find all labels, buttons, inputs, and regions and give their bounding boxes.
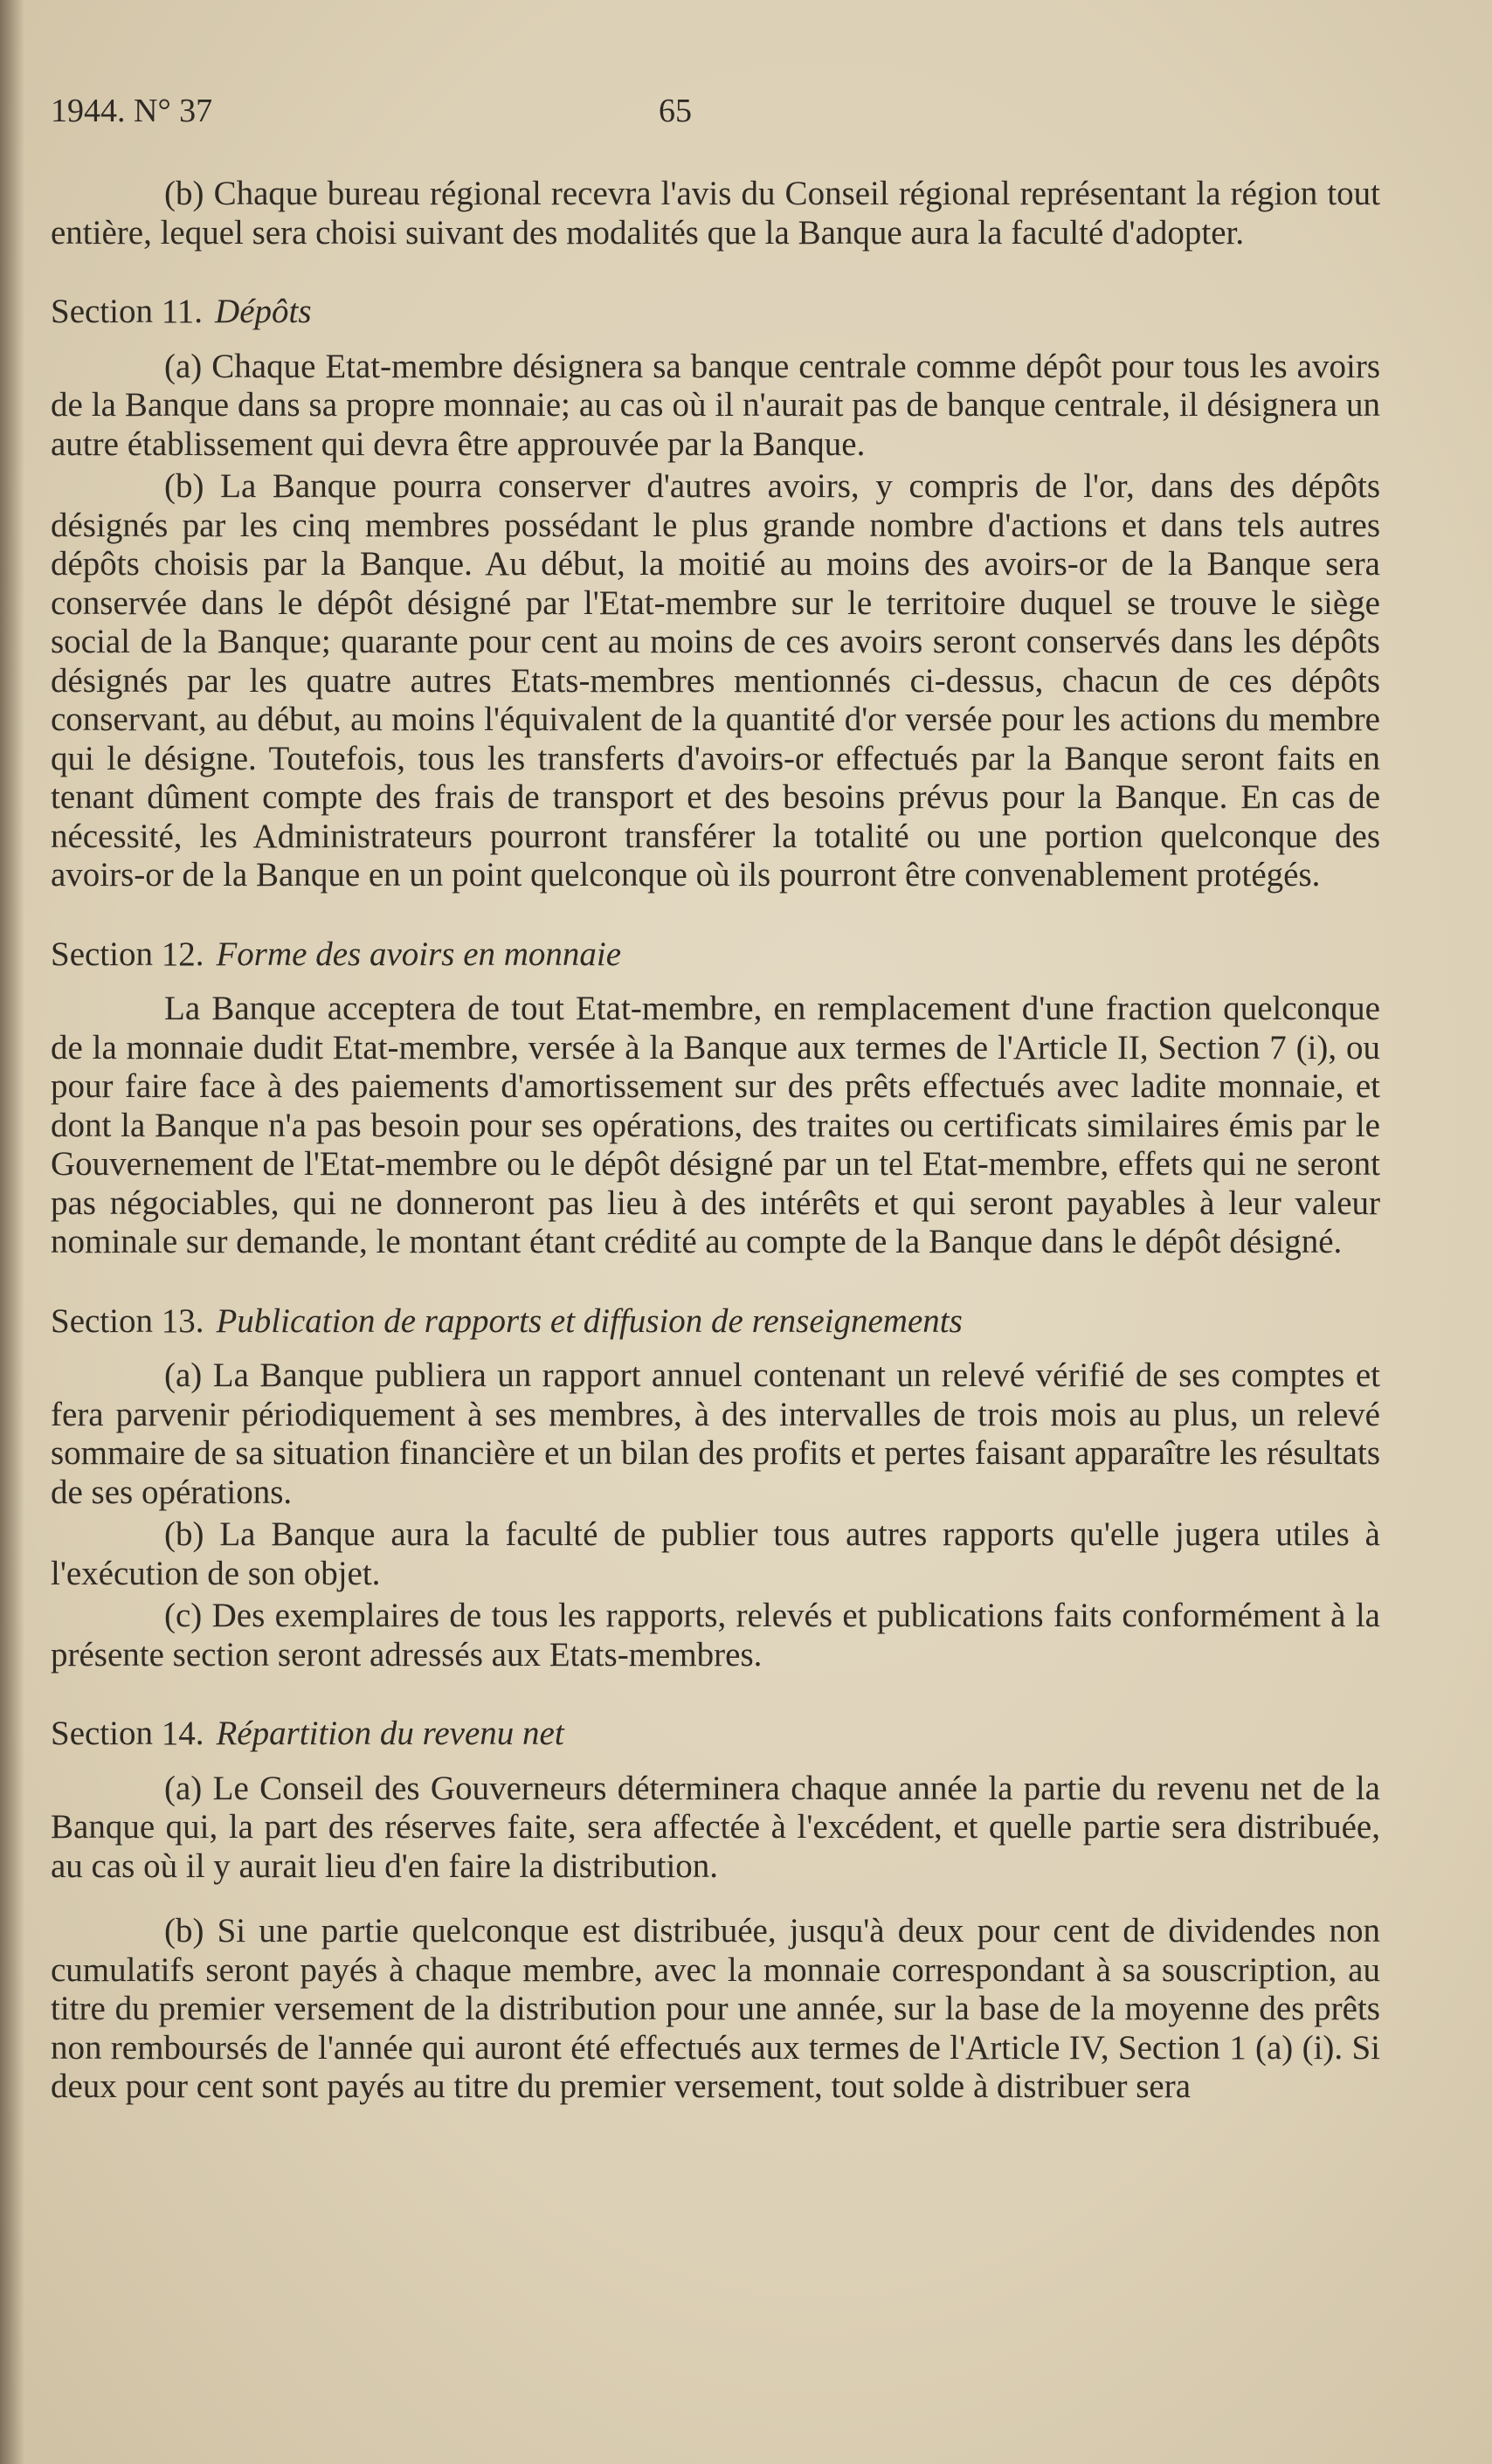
- section-heading: [51, 1302, 1380, 1342]
- paragraph: (b) Si une partie quelconque est distribuée, jusqu'à deux pour cent de dividendes non cumulatifs seront payés à chaque membre, avec la monnaie correspondant à sa souscription, au titre du premier versement de la distribution pour une année, sur la base de la moyenne des prêts non remboursés de l'année qui auront été effectués aux termes de l'Article IV, Section 1 (a) (i). Si deux pour cent sont payés au titre du premier versement, tout solde à distribuer sera: [51, 1912, 1380, 2105]
- section-label: Section 14.: [51, 1715, 204, 1752]
- paragraph: (c) Des exemplaires de tous les rapports, relevés et publications faits conformément à la présente section seront adressés aux Etats-membres.: [51, 1597, 1380, 1674]
- section-title: Dépôts: [215, 293, 312, 330]
- paragraph: (a) Le Conseil des Gouverneurs déterminera chaque année la partie du revenu net de la Banque qui, la part des réserves faite, sera affectée à l'excédent, et quelle partie sera distribuée, au cas où il y aurait lieu d'en faire la distribution.: [51, 1769, 1380, 1885]
- binding-shadow: [0, 0, 24, 2464]
- section-title: Forme des avoirs en monnaie: [216, 935, 622, 973]
- section-title: Publication de rapports et diffusion de renseignements: [216, 1301, 963, 1340]
- section-label: Section 11.: [51, 293, 204, 330]
- paragraph: (b) La Banque aura la faculté de publier tous autres rapports qu'elle jugera utiles à l'exécution de son objet.: [51, 1515, 1380, 1592]
- section-title: Répartition du revenu net: [216, 1715, 564, 1752]
- section-heading: [51, 293, 1380, 332]
- paragraph: (a) La Banque publiera un rapport annuel contenant un relevé vérifié de ses comptes et fera parvenir périodiquement à ses membres, à des intervalles de trois mois au plus, un relevé sommaire de sa situation financière et un bilan des profits et pertes faisant apparaître les résultats de ses opérations.: [51, 1356, 1380, 1511]
- section-label: Section 13.: [51, 1301, 204, 1340]
- paragraph: (b) La Banque pourra conserver d'autres avoirs, y compris de l'or, dans des dépôts désignés par les cinq membres possédant le plus grande nombre d'actions et dans tels autres dépôts choisis par la Banque. Au début, la moitié au moins des avoirs-or de la Banque sera conservée dans le dépôt désigné par l'Etat-membre sur le territoire duquel se trouve le siège social de la Banque; quarante pour cent au moins de ces avoirs seront conservés dans les dépôts désignés par les quatre autres Etats-membres mentionnés ci-dessus, chacun de ces dépôts conservant, au début, au moins l'équivalent de la quantité d'or versée pour les actions du membre qui le désigne. Toutefois, tous les transferts d'avoirs-or effectués par la Banque seront faits en tenant dûment compte des frais de transport et des besoins prévus pour la Banque. En cas de nécessité, les Administrateurs pourront transférer la totalité ou une portion quelconque des avoirs-or de la Banque en un point quelconque où ils pourront être convenablement protégés.: [51, 467, 1380, 894]
- section-heading: [51, 935, 1380, 975]
- page-number: 65: [659, 93, 692, 129]
- body-text: [51, 175, 1380, 2110]
- year-number: 1944. N° 37: [51, 93, 213, 129]
- page-header: [51, 92, 1396, 144]
- paragraph: (b) Chaque bureau régional recevra l'avis du Conseil régional représentant la région tout entière, lequel sera choisi suivant des modalités que la Banque aura la faculté d'adopter.: [51, 175, 1380, 252]
- section-heading: [51, 1715, 1380, 1754]
- section-label: Section 12.: [51, 935, 204, 973]
- paragraph: La Banque acceptera de tout Etat-membre, en remplacement d'une fraction quelconque de la monnaie dudit Etat-membre, versée à la Banque aux termes de l'Article II, Section 7 (i), ou pour faire face à des paiements d'amortissement sur des prêts effectués avec ladite monnaie, et dont la Banque n'a pas besoin pour ses opérations, des traites ou certificats similaires émis par le Gouvernement de l'Etat-membre ou le dépôt désigné par un tel Etat-membre, effets qui ne seront pas négociables, qui ne donneront pas lieu à des intérêts et qui seront payables à leur valeur nominale sur demande, le montant étant crédité au compte de la Banque dans le dépôt désigné.: [51, 990, 1380, 1260]
- paragraph: (a) Chaque Etat-membre désignera sa banque centrale comme dépôt pour tous les avoirs de la Banque dans sa propre monnaie; au cas où il n'aurait pas de banque centrale, il désignera un autre établissement qui devra être approuvée par la Banque.: [51, 347, 1380, 463]
